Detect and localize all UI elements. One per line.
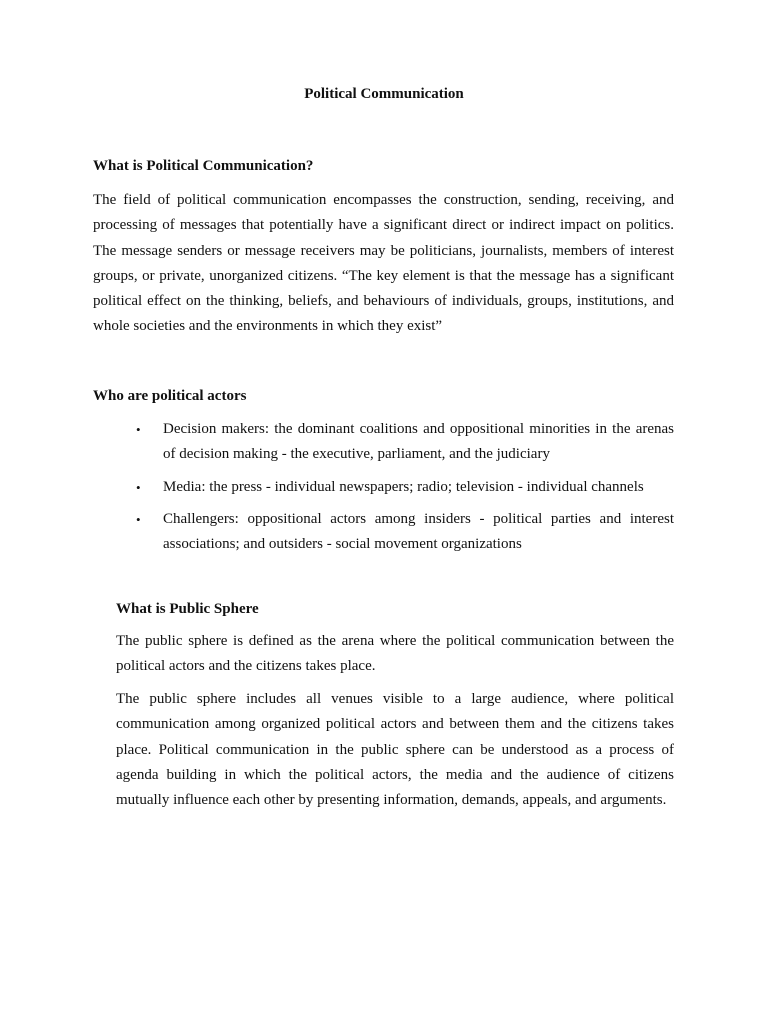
list-item: [136, 417, 674, 468]
list-item: [136, 475, 674, 500]
list-item-text: Decision makers: the dominant coalitions and oppositional minorities in the arenas of decision making - the executive, parliament, and the judiciary: [163, 421, 674, 463]
list-item: [136, 507, 674, 558]
section-heading-political-actors: Who are political actors: [93, 388, 247, 404]
document-title: Political Communication: [304, 86, 464, 102]
political-actors-list: [136, 417, 674, 557]
section-heading-political-communication: What is Political Communication?: [93, 158, 314, 174]
section-heading-public-sphere: What is Public Sphere: [116, 601, 259, 617]
section-paragraph-public-sphere-definition: The public sphere is defined as the arena where the political communication between the political actors and the citizens takes place.: [116, 633, 674, 675]
bullet-icon: •: [136, 422, 141, 437]
list-item-text: Media: the press - individual newspapers; radio; television - individual channels: [163, 478, 644, 495]
section-paragraph-public-sphere-venues: The public sphere includes all venues visible to a large audience, where political communication among organized political actors and between them and the citizens takes place. Political communication in the public sphere can be understood as a process of agenda building in which the political actors, the media and the audience of citizens mutually influence each other by presenting information, demands, appeals, and arguments.: [116, 691, 674, 809]
section-paragraph-political-communication: The field of political communication encompasses the construction, sending, receiving, and processing of messages that potentially have a significant direct or indirect impact on politics. The message senders or message receivers may be politicians, journalists, members of interest groups, or private, unorganized citizens. “The key element is that the message has a significant political effect on the thinking, beliefs, and behaviours of individuals, groups, institutions, and whole societies and the environments in which they exist”: [93, 192, 674, 335]
bullet-icon: •: [136, 479, 141, 495]
list-item-text: Challengers: oppositional actors among insiders - political parties and interest associations; and outsiders - social movement organizations: [163, 510, 674, 553]
bullet-icon: •: [136, 511, 141, 527]
